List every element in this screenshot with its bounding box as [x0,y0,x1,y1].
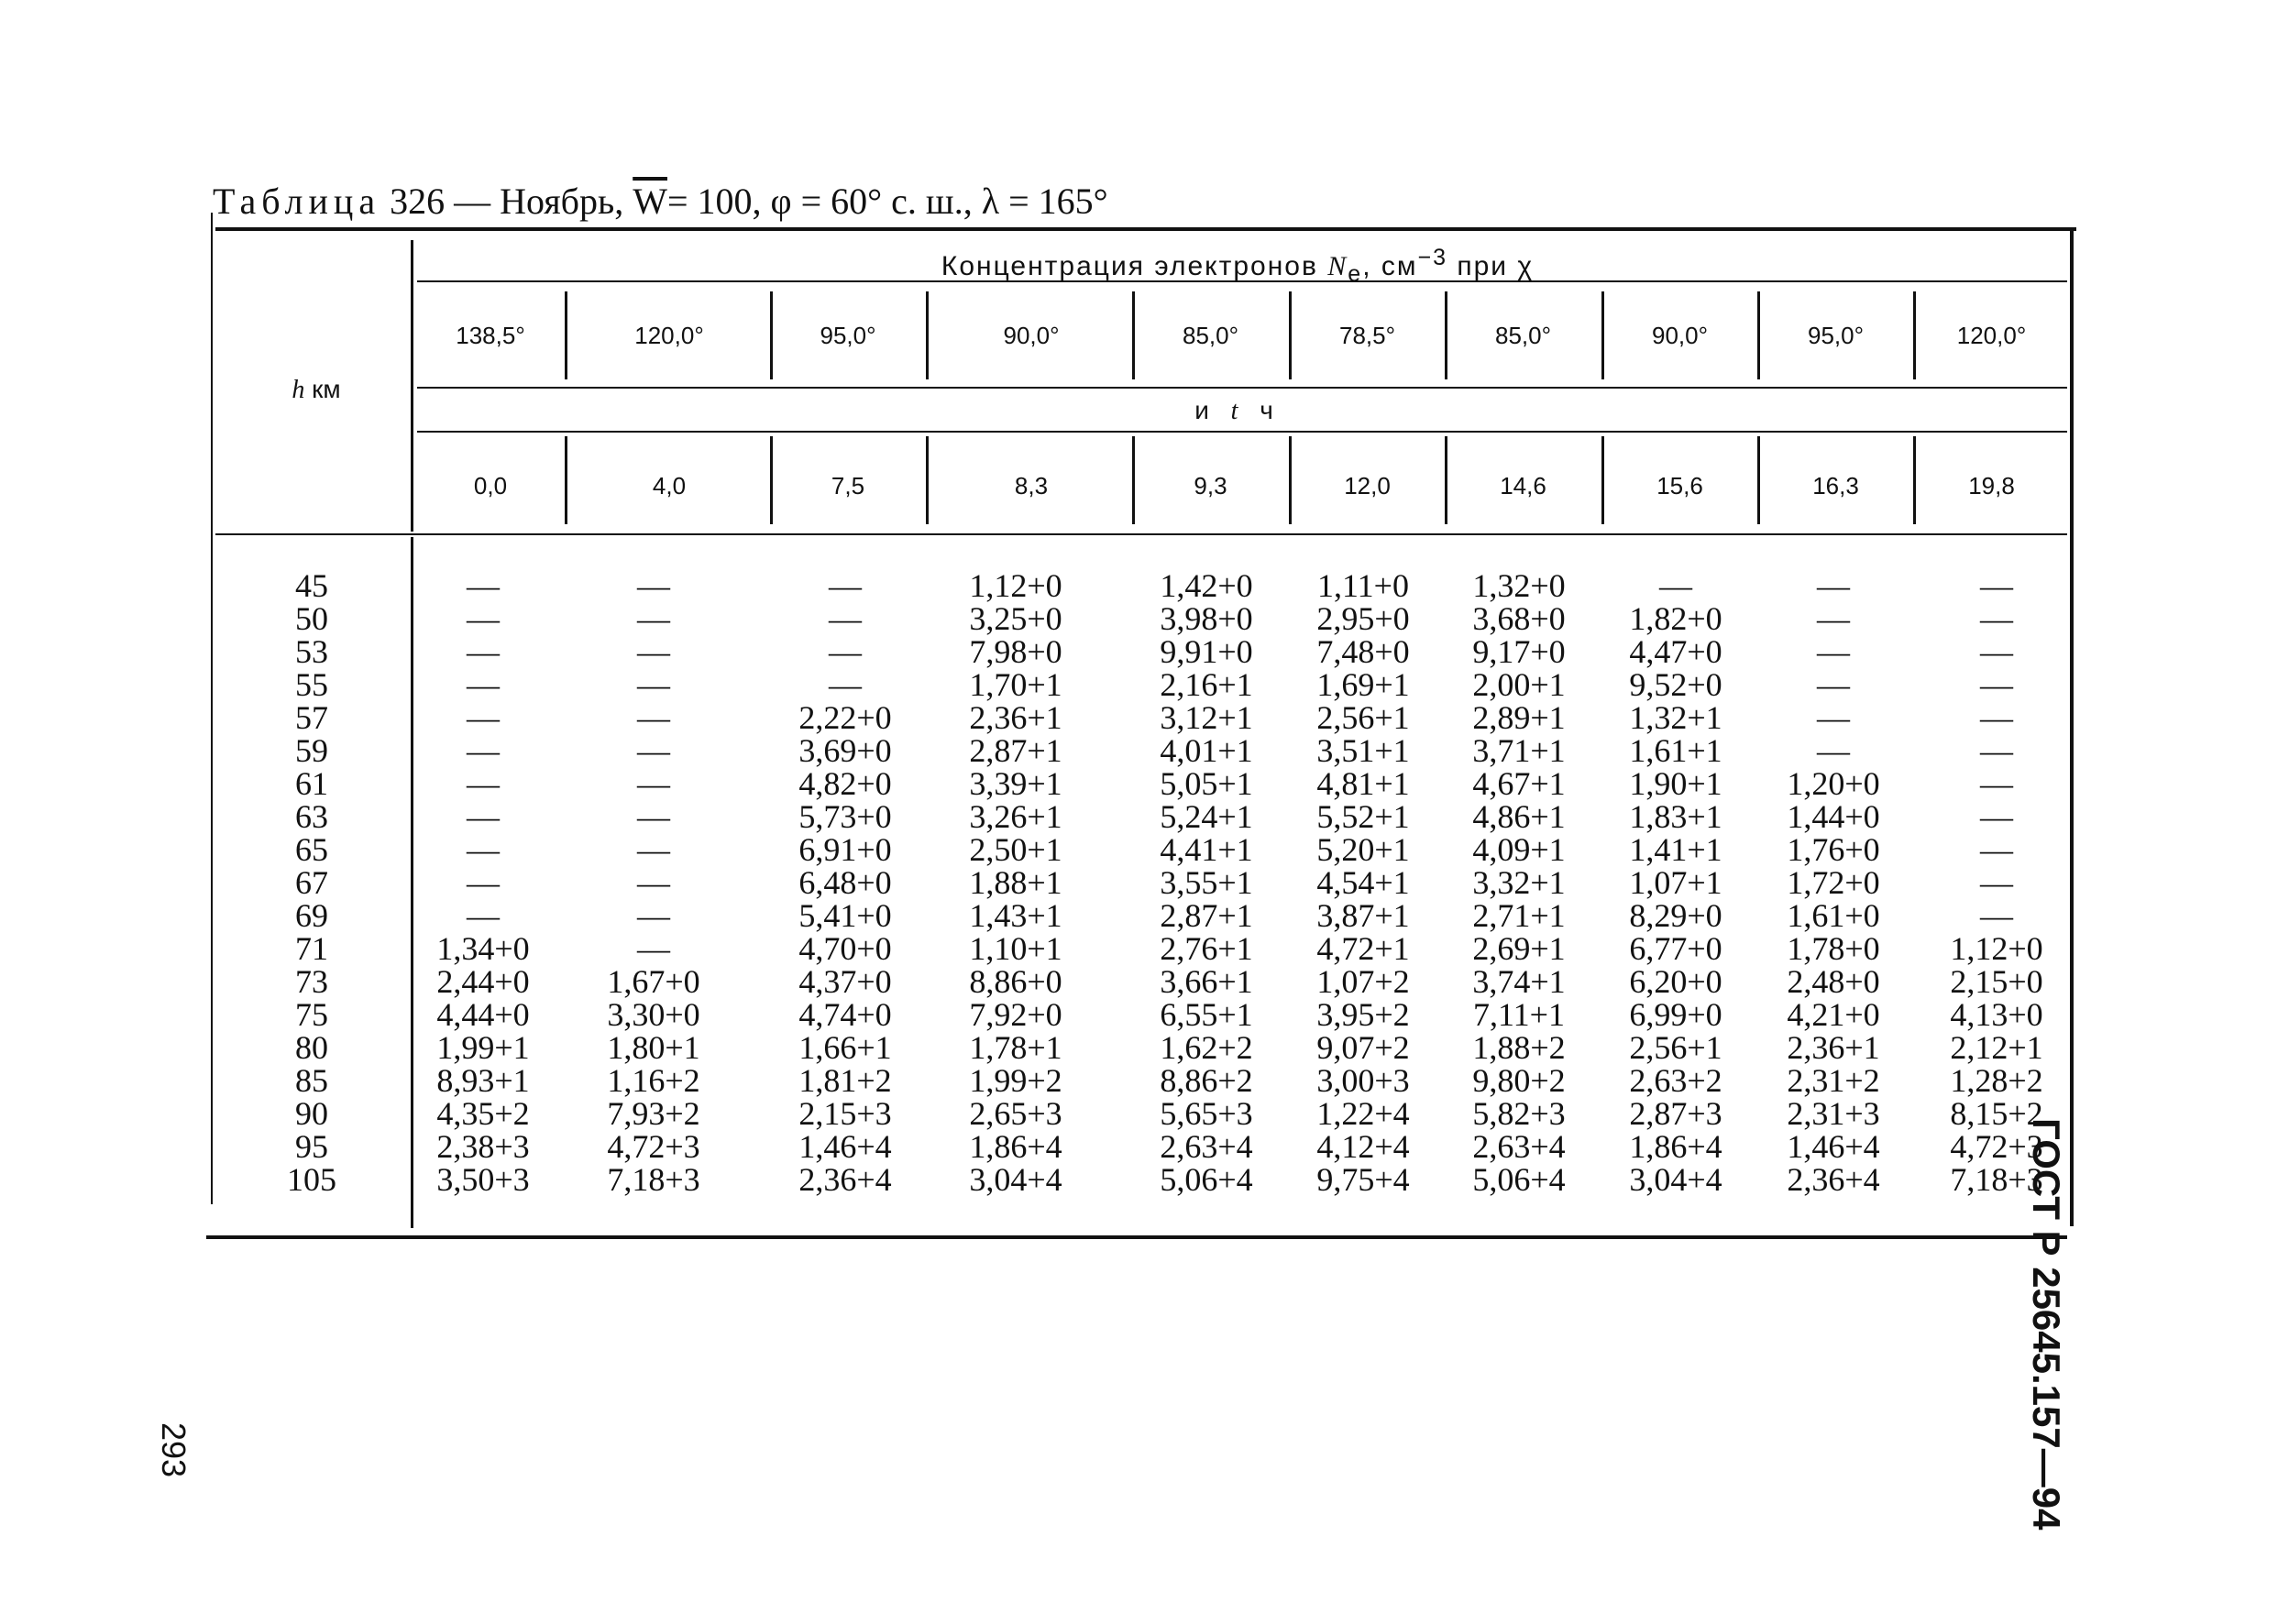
table-cell: — [637,666,670,703]
table-cell: 5,06+4 [1472,1161,1566,1198]
table-cell: — [467,798,500,835]
table-cell: 2,16+1 [1160,666,1253,703]
table-cell: — [1980,600,2013,637]
table-cell: 7,18+3 [1950,1161,2043,1198]
table-cell: 4,13+0 [1950,996,2043,1033]
table-cell: 2,48+0 [1787,963,1880,1000]
table-cell: 4,82+0 [798,765,892,802]
t-sep-2 [770,436,773,524]
table-cell: 2,63+2 [1629,1062,1722,1099]
table-cell: 4,72+3 [1950,1128,2043,1165]
table-cell: 2,87+3 [1629,1095,1722,1132]
table-cell: 2,36+4 [1787,1161,1880,1198]
table-cell: — [637,600,670,637]
table-cell: 2,36+4 [798,1161,892,1198]
table-cell: 2,63+4 [1160,1128,1253,1165]
table-cell: 1,88+1 [969,864,1062,901]
table-cell: 3,95+2 [1316,996,1410,1033]
table-cell: 1,12+0 [1950,930,2043,967]
table-cell: 1,43+1 [969,897,1062,934]
table-cell: 9,80+2 [1472,1062,1566,1099]
and-t-rule-top [417,387,2067,389]
h-value: 59 [295,732,328,769]
table-cell: — [467,567,500,604]
table-cell: 1,32+0 [1472,567,1566,604]
table-cell: — [467,765,500,802]
table-cell: 1,62+2 [1160,1029,1253,1066]
caption-number: 326 — Ноябрь, [390,181,624,222]
table-cell: 1,61+0 [1787,897,1880,934]
table-cell: 1,86+4 [1629,1128,1722,1165]
table-cell: — [829,600,862,637]
h-value: 85 [295,1062,328,1099]
table-cell: 1,81+2 [798,1062,892,1099]
concentration-header [413,235,2063,287]
table-cell: 7,18+3 [607,1161,700,1198]
table-cell: — [1659,567,1692,604]
table-cell: 3,69+0 [798,732,892,769]
table-cell: — [637,567,670,604]
chi-sep-1 [565,291,567,379]
t-header-2: 4,0 [652,472,687,499]
t-symbol: t [1230,397,1246,425]
table-cell: — [467,600,500,637]
table-cell: 3,66+1 [1160,963,1253,1000]
and-t-header [413,390,2063,431]
table-cell: — [1980,732,2013,769]
table-cell: — [637,798,670,835]
left-border [211,213,213,1204]
table-cell: 8,29+0 [1629,897,1722,934]
table-cell: 1,07+2 [1316,963,1410,1000]
table-cell: 1,12+0 [969,567,1062,604]
table-cell: — [637,765,670,802]
table-cell: 4,12+4 [1316,1128,1410,1165]
table-cell: — [1817,732,1850,769]
table-cell: 1,67+0 [607,963,700,1000]
table-caption [213,174,1863,229]
t-header-9: 16,3 [1812,472,1859,499]
table-cell: 3,04+4 [1629,1161,1722,1198]
table-cell: 5,73+0 [798,798,892,835]
h-value: 67 [295,864,328,901]
t-header-6: 12,0 [1344,472,1391,499]
table-cell: 4,09+1 [1472,831,1566,868]
table-cell: 1,16+2 [607,1062,700,1099]
table-cell: 8,93+1 [436,1062,530,1099]
table-cell: — [1817,600,1850,637]
h-symbol: h [292,376,305,404]
table-cell: 2,31+2 [1787,1062,1880,1099]
and-word: и [1194,396,1216,424]
table-cell: 3,50+3 [436,1161,530,1198]
unit-exponent: −3 [1417,245,1447,270]
table-cell: — [829,633,862,670]
table-cell: 1,32+1 [1629,699,1722,736]
table-cell: 1,82+0 [1629,600,1722,637]
h-unit: км [312,375,341,403]
table-cell: — [1980,831,2013,868]
table-cell: 4,21+0 [1787,996,1880,1033]
table-cell: 4,54+1 [1316,864,1410,901]
table-cell: — [1817,567,1850,604]
table-cell: 1,86+4 [969,1128,1062,1165]
t-header-8: 15,6 [1656,472,1703,499]
table-cell: — [1980,765,2013,802]
table-cell: 3,98+0 [1160,600,1253,637]
chi-header-9: 95,0° [1807,322,1864,349]
table-cell: — [637,897,670,934]
table-cell: — [1980,798,2013,835]
table-cell: 2,00+1 [1472,666,1566,703]
table-cell: 2,31+3 [1787,1095,1880,1132]
top-rule [215,227,2076,231]
h-value: 71 [295,930,328,967]
table-cell: 1,78+0 [1787,930,1880,967]
table-cell: 4,37+0 [798,963,892,1000]
table-cell: 3,39+1 [969,765,1062,802]
table-cell: — [1817,699,1850,736]
caption-w-symbol: $\overline{W}$ [633,181,667,222]
table-cell: 1,88+2 [1472,1029,1566,1066]
h-value: 65 [295,831,328,868]
page-number: 293 [155,1422,193,1478]
h-value: 50 [295,600,328,637]
h-value: 61 [295,765,328,802]
table-cell: 3,32+1 [1472,864,1566,901]
table-cell: — [1980,666,2013,703]
table-cell: 7,11+1 [1473,996,1565,1033]
caption-prefix: Таблица [213,181,381,222]
table-cell: 2,89+1 [1472,699,1566,736]
chi-header-10: 120,0° [1956,322,2027,349]
header-bottom-rule [215,533,2067,535]
h-value: 53 [295,633,328,670]
table-cell: 2,56+1 [1316,699,1410,736]
table-cell: 2,36+1 [1787,1029,1880,1066]
table-cell: 4,70+0 [798,930,892,967]
table-cell: — [1980,567,2013,604]
table-cell: 2,65+3 [969,1095,1062,1132]
table-cell: 2,63+4 [1472,1128,1566,1165]
h-value: 45 [295,567,328,604]
table-cell: 1,78+1 [969,1029,1062,1066]
ne-subscript: e [1348,261,1363,287]
table-cell: 4,47+0 [1629,633,1722,670]
table-cell: 3,74+1 [1472,963,1566,1000]
table-cell: 2,22+0 [798,699,892,736]
table-cell: 3,25+0 [969,600,1062,637]
table-cell: — [637,633,670,670]
table-cell: 1,99+1 [436,1029,530,1066]
h-value: 73 [295,963,328,1000]
table-cell: 1,44+0 [1787,798,1880,835]
table-cell: 6,55+1 [1160,996,1253,1033]
table-cell: — [637,699,670,736]
table-cell: 3,00+3 [1316,1062,1410,1099]
h-value: 69 [295,897,328,934]
chi-sep-2 [770,291,773,379]
table-cell: — [467,831,500,868]
table-cell: 4,35+2 [436,1095,530,1132]
table-cell: 1,72+0 [1787,864,1880,901]
table-cell: 9,75+4 [1316,1161,1410,1198]
table-cell: 9,52+0 [1629,666,1722,703]
table-cell: 1,28+2 [1950,1062,2043,1099]
table-cell: 3,71+1 [1472,732,1566,769]
table-cell: 4,01+1 [1160,732,1253,769]
t-header-7: 14,6 [1500,472,1546,499]
table-cell: 5,65+3 [1160,1095,1253,1132]
table-cell: 2,15+0 [1950,963,2043,1000]
chi-header-3: 95,0° [820,322,876,349]
table-cell: 2,56+1 [1629,1029,1722,1066]
table-cell: 1,07+1 [1629,864,1722,901]
t-unit: ч [1260,396,1281,424]
table-cell: 3,51+1 [1316,732,1410,769]
table-cell: 7,48+0 [1316,633,1410,670]
table-cell: — [467,633,500,670]
table-cell: — [467,699,500,736]
table-cell: 2,87+1 [969,732,1062,769]
t-header-4: 8,3 [1014,472,1049,499]
table-cell: 1,69+1 [1316,666,1410,703]
table-cell: 1,46+4 [798,1128,892,1165]
document-code: ГОСТ Р 25645.157—94 [2025,1118,2068,1531]
at-chi-text: при χ [1457,251,1535,281]
t-header-1: 0,0 [473,472,508,499]
table-cell: — [637,864,670,901]
table-cell: 6,77+0 [1629,930,1722,967]
table-cell: 6,48+0 [798,864,892,901]
chi-header-1: 138,5° [456,322,525,349]
table-cell: 1,61+1 [1629,732,1722,769]
table-cell: — [1980,699,2013,736]
table-cell: 1,76+0 [1787,831,1880,868]
chi-header-7: 85,0° [1494,322,1551,349]
table-cell: 4,86+1 [1472,798,1566,835]
table-cell: 2,15+3 [798,1095,892,1132]
table-cell: 6,99+0 [1629,996,1722,1033]
chi-header-2: 120,0° [634,322,704,349]
table-cell: 1,41+1 [1629,831,1722,868]
table-cell: 4,44+0 [436,996,530,1033]
table-cell: 9,91+0 [1160,633,1253,670]
table-cell: 7,93+2 [607,1095,700,1132]
h-value: 80 [295,1029,328,1066]
table-cell: 5,05+1 [1160,765,1253,802]
concentration-prefix: Концентрация электронов [941,251,1318,281]
table-cell: — [1817,633,1850,670]
table-cell: 1,66+1 [798,1029,892,1066]
table-cell: 1,46+4 [1787,1128,1880,1165]
table-cell: 4,81+1 [1316,765,1410,802]
table-cell: 3,26+1 [969,798,1062,835]
table-cell: 5,20+1 [1316,831,1410,868]
chi-sep-3 [926,291,929,379]
table-cell: — [637,831,670,868]
table-cell: 1,99+2 [969,1062,1062,1099]
table-cell: 5,82+3 [1472,1095,1566,1132]
table-cell: — [637,930,670,967]
h-value: 63 [295,798,328,835]
table-cell: 7,98+0 [969,633,1062,670]
table-cell: — [1980,633,2013,670]
unit-text: , см [1362,251,1418,281]
table-cell: 1,90+1 [1629,765,1722,802]
t-header-10: 19,8 [1968,472,2015,499]
table-cell: 4,72+1 [1316,930,1410,967]
table-cell: 1,22+4 [1316,1095,1410,1132]
t-header-5: 9,3 [1194,472,1227,499]
table-cell: 8,86+0 [969,963,1062,1000]
table-cell: 4,41+1 [1160,831,1253,868]
chi-header-8: 90,0° [1651,322,1708,349]
h-value: 95 [295,1128,328,1165]
h-value: 57 [295,699,328,736]
table-cell: 3,12+1 [1160,699,1253,736]
table-cell: 2,36+1 [969,699,1062,736]
table-cell: 3,68+0 [1472,600,1566,637]
table-cell: 2,71+1 [1472,897,1566,934]
table-cell: — [467,666,500,703]
table-cell: 6,20+0 [1629,963,1722,1000]
table-cell: 6,91+0 [798,831,892,868]
table-cell: 7,92+0 [969,996,1062,1033]
table-cell: 5,52+1 [1316,798,1410,835]
table-cell: 3,87+1 [1316,897,1410,934]
table-cell: — [1980,897,2013,934]
table-cell: 1,80+1 [607,1029,700,1066]
table-cell: — [1817,666,1850,703]
table-cell: — [467,897,500,934]
ne-symbol: N [1327,251,1348,281]
table-cell: 9,17+0 [1472,633,1566,670]
table-cell: 1,34+0 [436,930,530,967]
table-cell: 3,30+0 [607,996,700,1033]
chi-header-6: 78,5° [1338,322,1395,349]
t-sep-1 [565,436,567,524]
table-cell: — [637,732,670,769]
table-cell: 4,72+3 [607,1128,700,1165]
table-cell: 4,74+0 [798,996,892,1033]
table-cell: — [467,732,500,769]
table-cell: 5,24+1 [1160,798,1253,835]
table-cell: 9,07+2 [1316,1029,1410,1066]
table-cell: 5,41+0 [798,897,892,934]
table-cell: 8,15+2 [1950,1095,2043,1132]
h-value: 90 [295,1095,328,1132]
h-value: 55 [295,666,328,703]
table-cell: 5,06+4 [1160,1161,1253,1198]
table-cell: 1,83+1 [1629,798,1722,835]
table-cell: 1,42+0 [1160,567,1253,604]
bottom-rule [206,1235,2067,1239]
table-cell: 1,20+0 [1787,765,1880,802]
t-sep-3 [926,436,929,524]
table-cell: 2,76+1 [1160,930,1253,967]
chi-header-5: 85,0° [1182,322,1238,349]
table-cell: 4,67+1 [1472,765,1566,802]
table-cell: 2,12+1 [1950,1029,2043,1066]
table-cell: — [829,567,862,604]
table-cell: 2,87+1 [1160,897,1253,934]
table-cell: 1,10+1 [969,930,1062,967]
table-cell: — [1980,864,2013,901]
table-cell: 1,11+0 [1317,567,1409,604]
table-cell: 8,86+2 [1160,1062,1253,1099]
table-cell: 1,70+1 [969,666,1062,703]
chi-header-4: 90,0° [1003,322,1060,349]
table-cell: — [829,666,862,703]
table-cell: 2,69+1 [1472,930,1566,967]
table-cell: 3,55+1 [1160,864,1253,901]
and-t-rule-bottom [417,431,2067,433]
table-cell: 2,38+3 [436,1128,530,1165]
h-value: 75 [295,996,328,1033]
h-km-header [220,367,413,412]
h-value: 105 [287,1161,336,1198]
t-header-3: 7,5 [831,472,865,499]
table-cell: 2,44+0 [436,963,530,1000]
table-cell: 2,50+1 [969,831,1062,868]
table-cell: — [467,864,500,901]
caption-params: = 100, φ = 60° с. ш., λ = 165° [666,181,1108,222]
table-cell: 2,95+0 [1316,600,1410,637]
table-cell: 3,04+4 [969,1161,1062,1198]
